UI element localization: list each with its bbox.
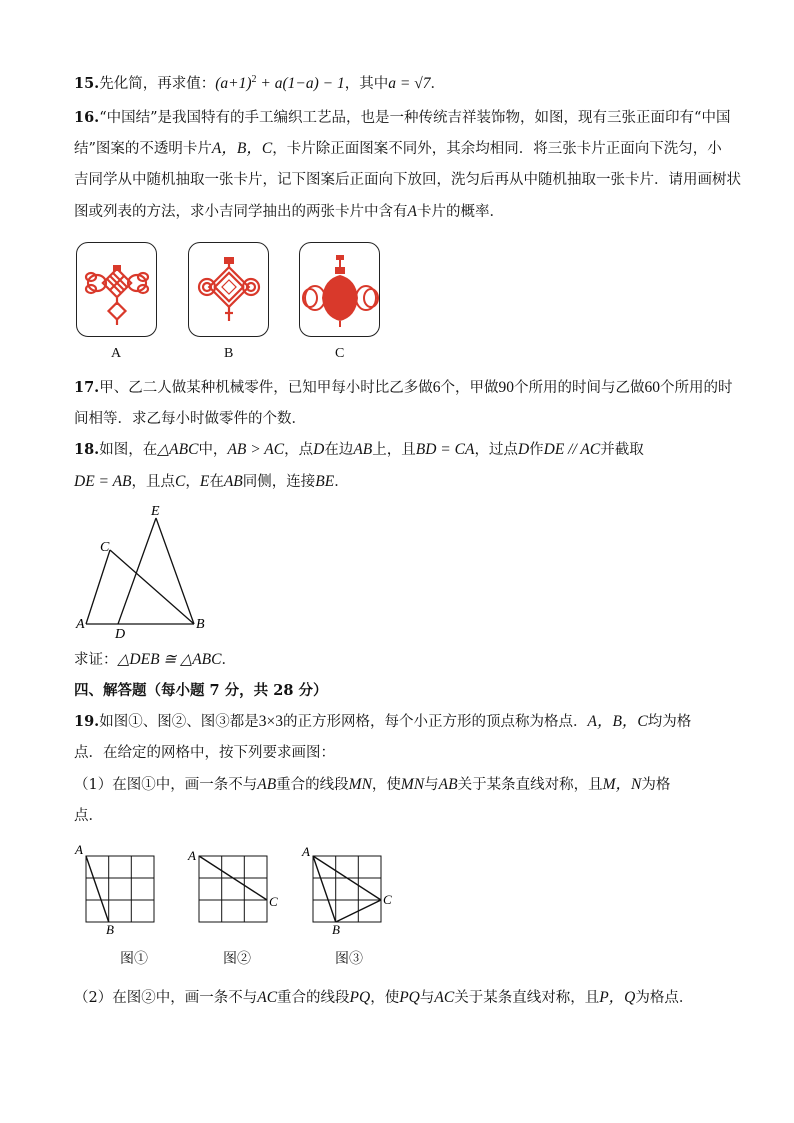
segment-ac: [86, 550, 110, 624]
q18-m5: BD = CA: [415, 441, 475, 458]
fig1-label: 图①: [120, 951, 148, 967]
q17-line1: [74, 378, 732, 398]
q16-text-line2b: ，卡片除正面图案不同外，其余均相同．将三张卡片正面向下洗匀，小: [272, 141, 722, 157]
q19-p1-m1: AB: [257, 776, 277, 793]
q19-t1: 如图①、图②、图③都是: [99, 714, 259, 730]
q18-t3: ，点: [284, 442, 314, 458]
q18-t11: 在: [209, 474, 224, 490]
q18-m1: △ABC: [157, 441, 199, 458]
q18-t4: 在边: [324, 442, 354, 458]
q16-line4: [74, 202, 504, 222]
q19-p2-t6: 为格点．: [635, 990, 694, 1006]
q17-n3: 60: [644, 379, 660, 396]
q19-p2-t4: 与: [419, 990, 435, 1006]
fig1-segment-ab: [86, 856, 109, 922]
q18-m7: DE // AC: [543, 441, 601, 458]
q19-p1-t2: 重合的线段: [276, 777, 349, 793]
q19-p1-t4: 与: [424, 777, 439, 793]
card-b-label: B: [224, 346, 234, 361]
q18-m8: DE = AB: [74, 473, 132, 490]
q18-t13: ．: [334, 474, 349, 490]
q15-cond-value: a = √7: [388, 74, 431, 92]
q19-p1-m2: MN: [348, 776, 372, 793]
q18-t10: ，: [185, 474, 200, 490]
q17-number: 17.: [74, 379, 100, 396]
q15-exponent: 2: [251, 74, 257, 85]
q19-p2-m4: AC: [434, 989, 455, 1006]
fig3-point-c: C: [383, 892, 392, 907]
q16-text-line3: 吉同学从中随机抽取一张卡片，记下图案后正面向下放回，洗匀后再从中随机抽取一张卡片．请用画树状: [74, 172, 741, 188]
q18-proof-end: ．: [221, 652, 236, 668]
q18-m9: C: [175, 473, 186, 490]
fig2-point-a: A: [188, 848, 196, 863]
point-a-label: A: [76, 617, 85, 632]
q19-p1-m3: MN: [400, 776, 425, 793]
q18-m12: BE: [315, 473, 335, 490]
point-e-label: E: [151, 504, 160, 519]
q17-n1: 6: [432, 379, 441, 396]
fig2-label: 图②: [223, 951, 251, 967]
q18-t1: 如图，在: [99, 442, 158, 458]
q19-p2-t2: 重合的线段: [277, 990, 350, 1006]
q19-number: 19.: [74, 713, 100, 730]
grid-figures: [70, 840, 410, 940]
q19-p2-m5: P，Q: [599, 989, 636, 1006]
q17-text-a: 甲、乙二人做某种机械零件，已知甲每小时比乙多做: [99, 380, 433, 396]
q19-part1-line2: [74, 806, 103, 826]
segment-de: [118, 518, 156, 624]
q16-text-line1: “中国结”是我国特有的手工编织工艺品，也是一种传统吉祥装饰物，如图，现有三张正面印有“中国: [99, 110, 731, 126]
q16-text-line2a: 结”图案的不透明卡片: [74, 141, 212, 157]
q16-number: 16.: [74, 109, 100, 126]
triangle-figure: [70, 500, 220, 645]
q18-t2: 中，: [198, 442, 228, 458]
q18-t5: 上，且: [372, 442, 416, 458]
q18-proof-expr: △DEB ≅ △ABC: [117, 651, 222, 668]
q15-expr2: + a(1−a) − 1: [256, 74, 345, 92]
q19-t4: 点．在给定的网格中，按下列要求画图：: [74, 745, 335, 761]
q16-text-line4b: 卡片的概率．: [416, 204, 504, 220]
fig3-label: 图③: [335, 951, 363, 967]
q17-text-line2: 间相等．求乙每小时做零件的个数．: [74, 411, 306, 427]
q18-m2: AB > AC: [227, 441, 285, 458]
fig2-point-c: C: [269, 894, 278, 909]
q15-end: ．: [430, 75, 445, 92]
q19-line1: [74, 712, 691, 732]
q16-line1: [74, 108, 730, 128]
q18-m6: D: [517, 441, 530, 458]
q19-t3: 均为格: [647, 714, 692, 730]
q19-p1-t7: 点．: [74, 808, 103, 824]
q16-var-a: A: [407, 203, 417, 220]
q15-line: [74, 70, 445, 94]
q18-t9: ，且点: [131, 474, 176, 490]
q19-p1-t3: ，使: [371, 777, 401, 793]
q19-p1-m4: AB: [438, 776, 458, 793]
section-title: 四、解答题（每小题 7 分，共 28 分）: [74, 682, 328, 699]
q18-proof-label: 求证：: [74, 652, 118, 668]
card-b: [188, 242, 269, 337]
q18-t12: 同侧，连接: [242, 474, 316, 490]
q18-line1: [74, 440, 644, 460]
q16-line2: [74, 139, 722, 159]
q19-p2-t5: 关于某条直线对称，且: [454, 990, 600, 1006]
point-c-label: C: [100, 540, 110, 555]
fig1-point-b: B: [106, 922, 114, 937]
fig3-segment-ab: [313, 856, 336, 922]
q18-t7: 作: [529, 442, 544, 458]
q19-grid-size: 3×3: [258, 713, 283, 730]
fig3-point-b: B: [332, 922, 340, 937]
q15-cond: ，其中: [344, 75, 389, 92]
q18-m10: E: [199, 473, 210, 490]
fig3-point-a: A: [302, 844, 310, 859]
q16-card-vars: A，B，C: [211, 140, 273, 157]
card-a-label: A: [111, 346, 122, 361]
q19-part2: [74, 988, 693, 1008]
card-c: [299, 242, 380, 337]
q19-vars: A，B，C: [587, 713, 648, 730]
point-d-label: D: [115, 627, 126, 642]
q16-text-line4a: 图或列表的方法，求小吉同学抽出的两张卡片中含有: [74, 204, 408, 220]
q15-number: 15.: [74, 74, 100, 92]
q16-line3: [74, 170, 741, 190]
fig1-point-a: A: [75, 842, 83, 857]
q18-line2: [74, 472, 349, 492]
q19-p1-t1: （1）在图①中，画一条不与: [74, 777, 258, 793]
q19-p2-m3: PQ: [399, 989, 420, 1006]
q19-p1-t5: 关于某条直线对称，且: [457, 777, 603, 793]
chinese-knot-b-icon: [189, 243, 270, 338]
card-c-label: C: [335, 346, 345, 361]
q19-p2-m1: AC: [257, 989, 278, 1006]
q18-proof: [74, 650, 236, 670]
point-b-label: B: [196, 617, 205, 632]
q17-line2: [74, 409, 306, 429]
q18-m3: D: [313, 441, 325, 458]
q18-m4: AB: [353, 441, 373, 458]
chinese-knot-c-icon: [300, 243, 381, 338]
q17-text-d: 个所用的时: [659, 380, 733, 396]
q19-p1-t6: 为格: [641, 777, 671, 793]
q15-expr1: (a+1): [215, 74, 252, 92]
q19-p2-m2: PQ: [349, 989, 371, 1006]
q15-text: 先化简，再求值：: [99, 75, 216, 92]
q17-n2: 90: [498, 379, 514, 396]
q19-p2-t1: （2）在图②中，画一条不与: [74, 990, 258, 1006]
q19-p1-m5: M，N: [602, 776, 642, 793]
q17-text-b: 个，甲做: [440, 380, 499, 396]
q19-t2: 的正方形网格，每个小正方形的顶点称为格点．: [282, 714, 588, 730]
q17-text-c: 个所用的时间与乙做: [513, 380, 645, 396]
q19-part1: [74, 775, 670, 795]
q19-line2: [74, 743, 335, 763]
chinese-knot-a-icon: [77, 243, 158, 338]
q18-number: 18.: [74, 441, 100, 458]
q18-t6: ，过点: [474, 442, 518, 458]
q18-t8: 并截取: [600, 442, 644, 458]
card-a: [76, 242, 157, 337]
q19-p2-t3: ，使: [370, 990, 400, 1006]
q18-m11: AB: [223, 473, 243, 490]
